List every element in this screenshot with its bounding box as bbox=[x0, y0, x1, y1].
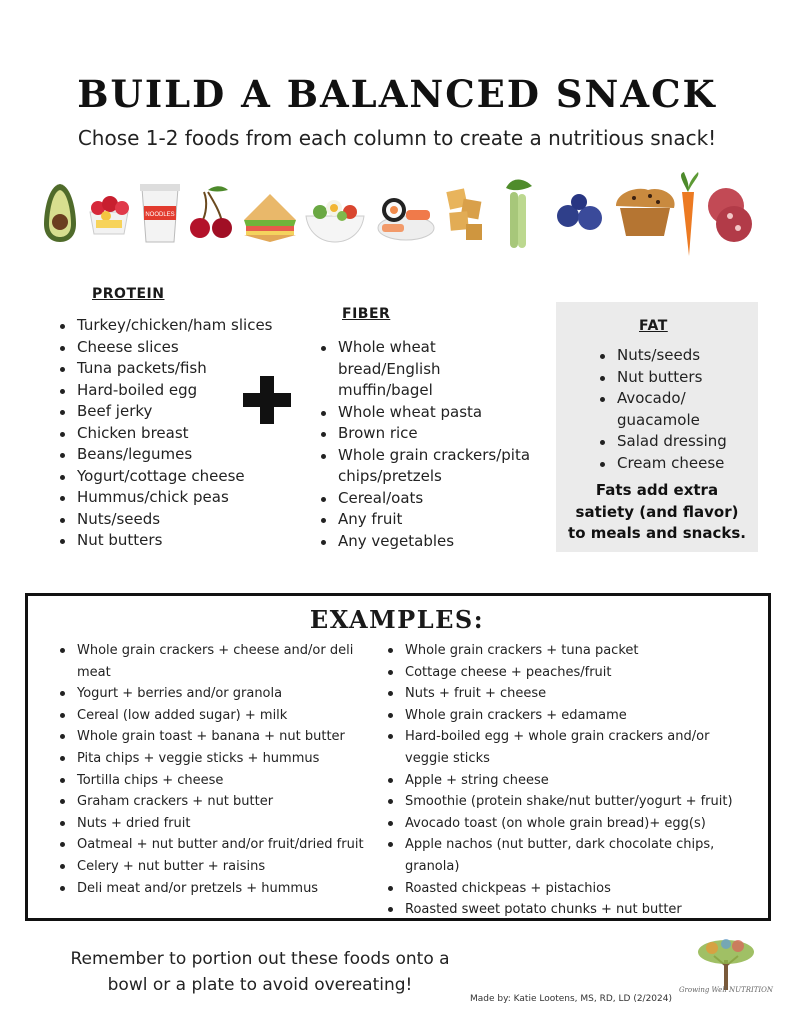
blueberries-icon bbox=[557, 194, 602, 230]
list-item: Nut butters bbox=[598, 367, 748, 389]
celery-icon bbox=[506, 180, 532, 249]
list-item: Nut butters bbox=[58, 530, 278, 552]
carrot-icon bbox=[681, 172, 698, 256]
crackers-icon bbox=[446, 188, 482, 240]
fat-heading: FAT bbox=[639, 318, 668, 334]
list-item: Turkey/chicken/ham slices bbox=[58, 315, 278, 337]
list-item: Smoothie (protein shake/nut butter/yogurt + fruit) bbox=[386, 791, 756, 813]
list-item: Cereal/oats bbox=[319, 488, 534, 510]
list-item: Tortilla chips + cheese bbox=[58, 770, 383, 792]
list-item: Beans/legumes bbox=[58, 444, 278, 466]
list-item: Yogurt/cottage cheese bbox=[58, 466, 278, 488]
list-item: Hard-boiled egg + whole grain crackers and/or veggie sticks bbox=[386, 726, 756, 769]
sandwich-icon bbox=[244, 194, 296, 242]
sushi-icon bbox=[378, 198, 434, 240]
list-item: Cottage cheese + peaches/fruit bbox=[386, 662, 756, 684]
fiber-heading: FIBER bbox=[342, 306, 391, 322]
avocado-icon bbox=[44, 184, 76, 242]
list-item: Beef jerky bbox=[58, 401, 278, 423]
protein-list bbox=[58, 315, 278, 552]
list-item: Oatmeal + nut butter and/or fruit/dried fruit bbox=[58, 834, 383, 856]
list-item: Avocado toast (on whole grain bread)+ egg(s) bbox=[386, 813, 756, 835]
list-item: Cream cheese bbox=[598, 453, 748, 475]
list-item: Cereal (low added sugar) + milk bbox=[58, 705, 383, 727]
list-item: Yogurt + berries and/or granola bbox=[58, 683, 383, 705]
noodles-label: NOODLES bbox=[145, 212, 175, 218]
berries-cup-icon bbox=[90, 196, 129, 234]
made-by-credit: Made by: Katie Lootens, MS, RD, LD (2/2024) bbox=[470, 994, 672, 1004]
reminder-text: Remember to portion out these foods onto a bowl or a plate to avoid overeating! bbox=[70, 949, 450, 995]
muffin-icon bbox=[616, 189, 675, 236]
cherries-icon bbox=[190, 186, 232, 238]
plus-icon bbox=[243, 376, 291, 424]
list-item: Avocado/ guacamole bbox=[598, 388, 748, 431]
list-item: Chicken breast bbox=[58, 423, 278, 445]
examples-right-list bbox=[386, 640, 756, 921]
list-item: Graham crackers + nut butter bbox=[58, 791, 383, 813]
salad-bowl-icon bbox=[306, 200, 364, 242]
list-item: Apple nachos (nut butter, dark chocolate chips, granola) bbox=[386, 834, 756, 877]
fat-list bbox=[598, 345, 748, 474]
growing-well-logo bbox=[678, 936, 774, 1000]
list-item: Nuts + fruit + cheese bbox=[386, 683, 756, 705]
list-item: Salad dressing bbox=[598, 431, 748, 453]
list-item: Celery + nut butter + raisins bbox=[58, 856, 383, 878]
list-item: Any vegetables bbox=[319, 531, 534, 553]
list-item: Whole grain crackers/pita chips/pretzels bbox=[319, 445, 534, 488]
examples-heading: EXAMPLES: bbox=[309, 605, 485, 634]
list-item: Whole wheat pasta bbox=[319, 402, 534, 424]
list-item: Cheese slices bbox=[58, 337, 278, 359]
page-subtitle: Chose 1-2 foods from each column to create a nutritious snack! bbox=[77, 126, 717, 150]
list-item: Pita chips + veggie sticks + hummus bbox=[58, 748, 383, 770]
list-item: Whole wheat bread/English muffin/bagel bbox=[319, 337, 534, 402]
list-item: Nuts/seeds bbox=[598, 345, 748, 367]
page-title: BUILD A BALANCED SNACK bbox=[77, 72, 717, 116]
logo-text: Growing Well NUTRITION bbox=[678, 986, 774, 994]
list-item: Whole grain toast + banana + nut butter bbox=[58, 726, 383, 748]
list-item: Whole grain crackers + edamame bbox=[386, 705, 756, 727]
examples-left-list bbox=[58, 640, 383, 899]
list-item: Roasted sweet potato chunks + nut butter bbox=[386, 899, 756, 921]
salami-icon bbox=[708, 188, 752, 242]
protein-heading: PROTEIN bbox=[92, 286, 165, 302]
fiber-list bbox=[319, 337, 534, 552]
list-item: Nuts + dried fruit bbox=[58, 813, 383, 835]
list-item: Nuts/seeds bbox=[58, 509, 278, 531]
list-item: Roasted chickpeas + pistachios bbox=[386, 878, 756, 900]
list-item: Brown rice bbox=[319, 423, 534, 445]
list-item: Tuna packets/fish bbox=[58, 358, 278, 380]
list-item: Whole grain crackers + tuna packet bbox=[386, 640, 756, 662]
list-item: Hummus/chick peas bbox=[58, 487, 278, 509]
list-item: Hard-boiled egg bbox=[58, 380, 278, 402]
list-item: Deli meat and/or pretzels + hummus bbox=[58, 878, 383, 900]
fat-note: Fats add extra satiety (and flavor) to meals and snacks. bbox=[568, 481, 746, 542]
list-item: Whole grain crackers + cheese and/or deli meat bbox=[58, 640, 383, 683]
food-icon-row bbox=[38, 172, 758, 262]
noodle-cup-icon bbox=[140, 184, 180, 242]
list-item: Apple + string cheese bbox=[386, 770, 756, 792]
list-item: Any fruit bbox=[319, 509, 534, 531]
